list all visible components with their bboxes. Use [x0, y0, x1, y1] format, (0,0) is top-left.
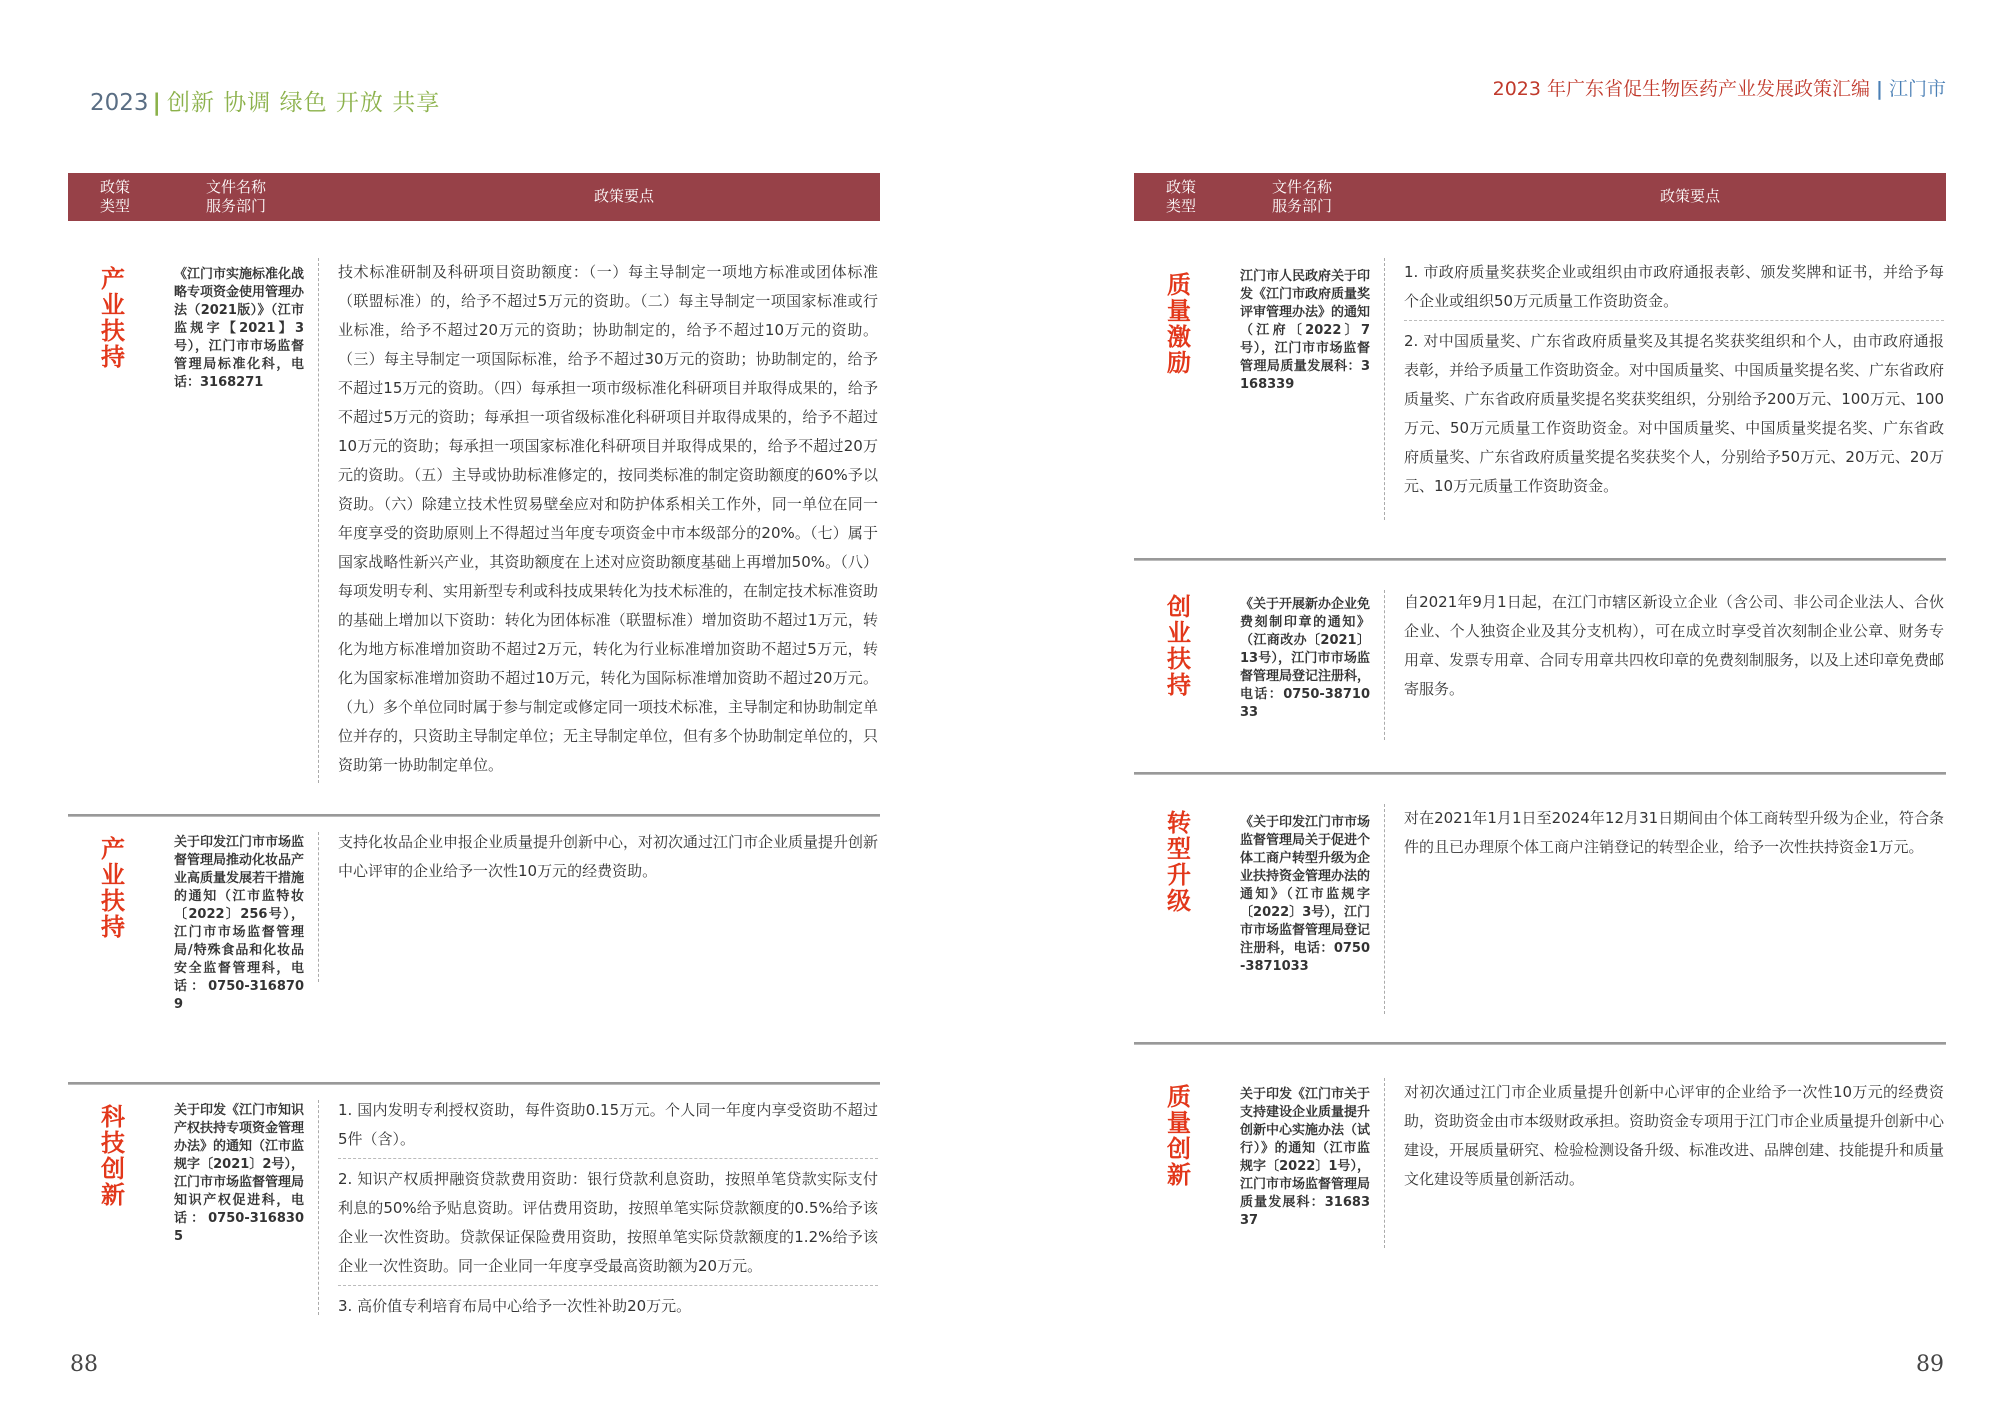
policy-point: 对在2021年1月1日至2024年12月31日期间由个体工商转型升级为企业，符合条件的且已办理原个体工商户注销登记的转型企业，给予一次性扶持资金1万元。: [1404, 809, 1944, 856]
header-title: 2023 年广东省促生物医药产业发展政策汇编: [1492, 78, 1871, 100]
row-separator: [1134, 1042, 1946, 1045]
header-year: 2023: [90, 90, 149, 116]
policy-point: 对初次通过江门市企业质量提升创新中心评审的企业给予一次性10万元的经费资助，资助资金由市本级财政承担。资助资金专项用于江门市企业质量提升创新中心建设，开展质量研究、检验检测设备升级、标准改进、品牌创建、技能提升和质量文化建设等质量创新活动。: [1404, 1083, 1945, 1188]
policy-points: [338, 828, 878, 886]
policy-points: [338, 1096, 878, 1331]
table-row: [68, 1082, 880, 1322]
policy-point: 1. 国内发明专利授权资助，每件资助0.15万元。个人同一年度内享受资助不超过5件（含）。: [338, 1096, 878, 1159]
column-header-main: 政策要点: [593, 187, 654, 205]
row-separator: [1134, 558, 1946, 561]
policy-points: [1404, 1078, 1944, 1194]
policy-point: 2. 对中国质量奖、广东省政府质量奖及其提名奖获奖组织和个人，由市政府通报表彰，并给予质量工作资助资金。对中国质量奖、中国质量奖提名奖、广东省政府质量奖、广东省政府质量奖提名奖获奖组织，分别给予200万元、100万元、100万元、50万元质量工作资助资金。对中国质量奖、中国质量奖提名奖、广东省政府质量奖、广东省政府质量奖提名奖获奖个人，分别给予50万元、20万元、20万元、10万元质量工作资助资金。: [1404, 332, 1945, 495]
document-info: 关于印发《江门市知识产权扶持专项资金管理办法》的通知（江市监规字〔2021〕2号），江门市市场监督管理局知识产权促进科，电话：0750-3168305: [174, 1103, 305, 1244]
policy-point: 支持化妆品企业申报企业质量提升创新中心，对初次通过江门市企业质量提升创新中心评审的企业给予一次性10万元的经费资助。: [338, 833, 879, 880]
table-row: [1134, 258, 1946, 548]
table-row: [68, 258, 880, 798]
policy-point: 1. 市政府质量奖获奖企业或组织由市政府通报表彰、颁发奖牌和证书，并给予每个企业或组织50万元质量工作资助资金。: [1404, 258, 1944, 321]
header-slogan: 创新 协调 绿色 开放 共享: [166, 90, 441, 116]
policy-type: 质量激励: [1167, 271, 1191, 377]
policy-points: [1404, 804, 1944, 862]
page-number: 88: [70, 1352, 98, 1377]
table-row: [1134, 772, 1946, 1040]
column-divider: [318, 1100, 319, 1315]
right-page: [1000, 0, 2000, 1419]
policy-type: 质量创新: [1167, 1083, 1191, 1189]
column-header-main: 政策要点: [1659, 187, 1720, 205]
policy-type: 科技创新: [101, 1103, 125, 1209]
policy-point: 3. 高价值专利培育布局中心给予一次性补助20万元。: [338, 1297, 692, 1315]
document-info: 关于印发《江门市关于支持建设企业质量提升创新中心实施办法（试行）》的通知（江市监规字〔2022〕1号），江门市市场监督管理局质量发展科：3168337: [1240, 1087, 1371, 1228]
page-header-right: [1493, 74, 1946, 101]
document-info: 江门市人民政府关于印发《江门市政府质量奖评审管理办法》的通知（江府〔2022〕7号），江门市市场监督管理局质量发展科：3168339: [1240, 269, 1371, 392]
row-separator: [1134, 772, 1946, 775]
policy-points: [338, 258, 878, 780]
row-separator: [68, 1082, 880, 1085]
policy-type: 转型升级: [1167, 809, 1191, 915]
column-header-type: 政策 类型: [1165, 178, 1196, 215]
header-separator: |: [1876, 78, 1883, 100]
policy-points: [1404, 258, 1944, 511]
policy-type: 创业扶持: [1167, 593, 1191, 699]
policy-point: 技术标准研制及科研项目资助额度：（一）每主导制定一项地方标准或团体标准（联盟标准）的，给予不超过5万元的资助。（二）每主导制定一项国家标准或行业标准，给予不超过20万元的资助；协助制定的，给予不超过10万元的资助。（三）每主导制定一项国际标准，给予不超过30万元的资助；协助制定的，给予不超过15万元的资助。（四）每承担一项市级标准化科研项目并取得成果的，给予不超过5万元的资助；每承担一项省级标准化科研项目并取得成果的，给予不超过10万元的资助；每承担一项国家标准化科研项目并取得成果的，给予不超过20万元的资助。（五）主导或协助标准修定的，按同类标准的制定资助额度的60%予以资助。（六）除建立技术性贸易壁垒应对和防护体系相关工作外，同一单位在同一年度享受的资助原则上不得超过当年度专项资金中市本级部分的20%。（七）属于国家战略性新兴产业，其资助额度在上述对应资助额度基础上再增加50%。（八）每项发明专利、实用新型专利或科技成果转化为技术标准的，在制定技术标准资助的基础上增加以下资助：转化为团体标准（联盟标准）增加资助不超过1万元，转化为地方标准增加资助不超过2万元，转化为行业标准增加资助不超过5万元，转化为国家标准增加资助不超过10万元，转化为国际标准增加资助不超过20万元。（九）多个单位同时属于参与制定或修定同一项技术标准，主导制定和协助制定单位并存的，只资助主导制定单位；无主导制定单位，但有多个协助制定单位的，只资助第一协助制定单位。: [338, 263, 879, 774]
table-row: [1134, 558, 1946, 768]
policy-points: [1404, 588, 1944, 704]
column-divider: [1384, 804, 1385, 1014]
header-city: 江门市: [1888, 78, 1946, 100]
header-separator: |: [152, 90, 161, 116]
table-row: [68, 814, 880, 1070]
column-header-type: 政策 类型: [99, 178, 130, 215]
column-divider: [1384, 590, 1385, 740]
page-number: 89: [1916, 1352, 1944, 1377]
column-divider: [1384, 258, 1385, 520]
document-info: 关于印发江门市市场监督管理局推动化妆品产业高质量发展若干措施的通知（江市监特妆〔2022〕256号），江门市市场监督管理局/特殊食品和化妆品安全监督管理科，电话：0750-3168709: [174, 835, 305, 1012]
table-header: [1134, 173, 1946, 221]
policy-type: 产业扶持: [101, 835, 125, 941]
document-info: 《关于印发江门市市场监督管理局关于促进个体工商户转型升级为企业扶持资金管理办法的通知》（江市监规字〔2022〕3号），江门市市场监督管理局登记注册科，电话：0750-3871033: [1240, 815, 1371, 974]
row-separator: [68, 814, 880, 817]
document-info: 《江门市实施标准化战略专项资金使用管理办法（2021版）》（江市监规字【2021】3号），江门市市场监督管理局标准化科，电话：3168271: [174, 267, 305, 390]
column-header-doc: 文件名称 服务部门: [1272, 178, 1333, 215]
policy-type: 产业扶持: [101, 265, 125, 371]
document-info: 《关于开展新办企业免费刻制印章的通知》（江商改办〔2021〕13号），江门市市场监督管理局登记注册科，电话：0750-3871033: [1240, 597, 1371, 720]
policy-point: 自2021年9月1日起，在江门市辖区新设立企业（含公司、非公司企业法人、合伙企业、个人独资企业及其分支机构），可在成立时享受首次刻制企业公章、财务专用章、发票专用章、合同专用章共四枚印章的免费刻制服务，以及上述印章免费邮寄服务。: [1404, 593, 1945, 698]
table-row: [1134, 1042, 1946, 1272]
column-divider: [318, 258, 319, 783]
page-header-left: [90, 84, 440, 117]
column-header-doc: 文件名称 服务部门: [206, 178, 267, 215]
table-header: [68, 173, 880, 221]
column-divider: [318, 832, 319, 982]
policy-point: 2. 知识产权质押融资贷款费用资助：银行贷款利息资助，按照单笔贷款实际支付利息的50%给予贴息资助。评估费用资助，按照单笔实际贷款额度的0.5%给予该企业一次性资助。贷款保证保险费用资助，按照单笔实际贷款额度的1.2%给予该企业一次性资助。同一企业同一年度享受最高资助额为20万元。: [338, 1165, 878, 1286]
column-divider: [1384, 1078, 1385, 1248]
